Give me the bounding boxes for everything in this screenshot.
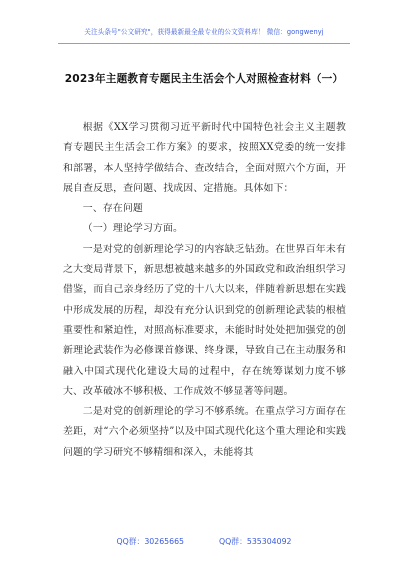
footer-qq-group-2: QQ群：535304092: [219, 537, 292, 546]
footer-contact: [0, 536, 408, 547]
paragraph-intro: 根据《XX学习贯彻习近平新时代中国特色社会主义主题教育专题民主生活会工作方案》的要求，按照XX党委的统一安排和部署，本人坚持学做结合、查改结合，全面对照六个方面，开展自查反思，查问题、找成因、定措施。具体如下：: [63, 122, 346, 194]
paragraph-point-one: 一是对党的创新理论学习的内容缺乏钻劲。在世界百年未有之大变局背景下，新思想被越来越多的外国政党和政治组织学习借鉴，而自己亲身经历了党的十八大以来，伴随着新思想在实践中形成发展的历程，却没有充分认识到党的创新理论武装的根植重要性和紧迫性，对照高标准要求，未能时时处处把加强党的创新理论武装作为必修课首修课、终身课，导致自己在主动服务和融入中国式现代化建设大局的过程中，存在统筹谋划力度不够大、改革破冰不够积极、工作成效不够显著等问题。: [63, 243, 346, 397]
subsection-heading-theory: （一）理论学习方面。: [82, 223, 184, 235]
section-heading-problems: 一、存在问题: [82, 203, 143, 215]
document-body: [63, 118, 346, 463]
document-title: 2023年主题教育专题民主生活会个人对照检查材料（一）: [64, 73, 344, 85]
header-divider: [58, 43, 350, 44]
header-banner: 关注头条号"公文研究"，获得最新最全最专业的公文资料库！ 微信：gongwenyj: [84, 28, 324, 36]
paragraph-point-two: 二是对党的创新理论的学习不够系统。在重点学习方面存在差距，对“六个必须坚持”以及中国式现代化这个重大理论和实践问题的学习研究不够精细和深入，未能将其: [63, 406, 346, 458]
footer-qq-group-1: QQ群：30265665: [116, 537, 185, 546]
